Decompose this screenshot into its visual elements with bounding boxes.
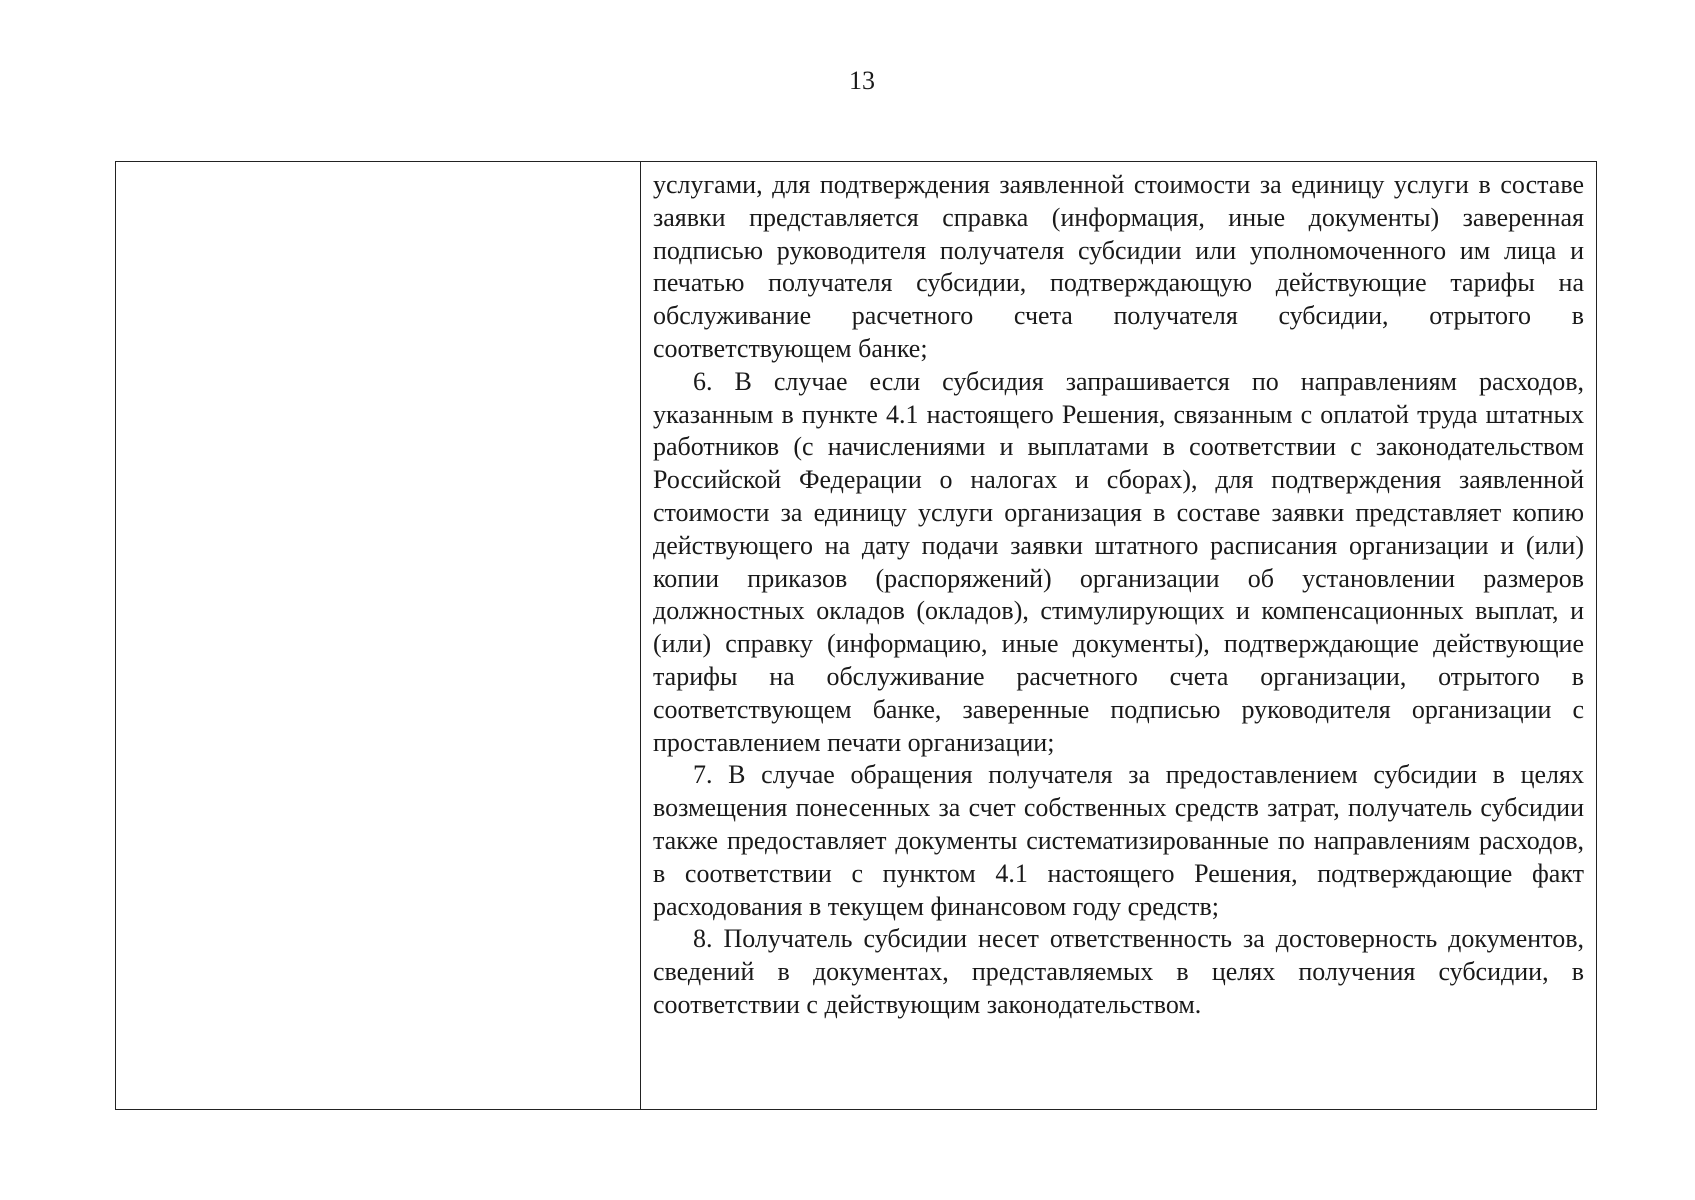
table-right-cell xyxy=(641,162,1597,1109)
table-left-cell xyxy=(116,162,641,1109)
paragraph-item-6: 6. В случае если субсидия запрашивается по направлениям расходов, указанным в пункте 4.1 настоящего Решения, связанным с оплатой труда штатных работников (с начислениями и выплатами в соответствии с законодательством Российской Федерации о налогах и сборах), для подтверждения заявленной стоимости за единицу услуги организация в составе заявки представляет копию действующего на дату подачи заявки штатного расписания организации и (или) копии приказов (распоряжений) организации об установлении размеров должностных окладов (окладов), стимулирующих и компенсационных выплат, и (или) справку (информацию, иные документы), подтверждающие действующие тарифы на обслуживание расчетного счета организации, отрытого в соответствующем банке, заверенные подписью руководителя организации с проставлением печати организации; xyxy=(653,366,1584,757)
paragraph-item-7: 7. В случае обращения получателя за предоставлением субсидии в целях возмещения понесенных за счет собственных средств затрат, получатель субсидии также предоставляет документы систематизированные по направлениям расходов, в соответствии с пунктом 4.1 настоящего Решения, подтверждающие факт расходования в текущем финансовом году средств; xyxy=(653,760,1584,921)
paragraph-item-8: 8. Получатель субсидии несет ответственность за достоверность документов, сведений в документах, представляемых в целях получения субсидии, в соответствии с действующим законодательством. xyxy=(653,924,1584,1019)
page-number: 13 xyxy=(849,66,875,95)
document-table xyxy=(115,161,1597,1110)
paragraph-continuation: услугами, для подтверждения заявленной стоимости за единицу услуги в составе заявки представляется справка (информация, иные документы) заверенная подписью руководителя получателя субсидии или уполномоченного им лица и печатью получателя субсидии, подтверждающую действующие тарифы на обслуживание расчетного счета получателя субсидии, отрытого в соответствующем банке; xyxy=(653,170,1584,363)
